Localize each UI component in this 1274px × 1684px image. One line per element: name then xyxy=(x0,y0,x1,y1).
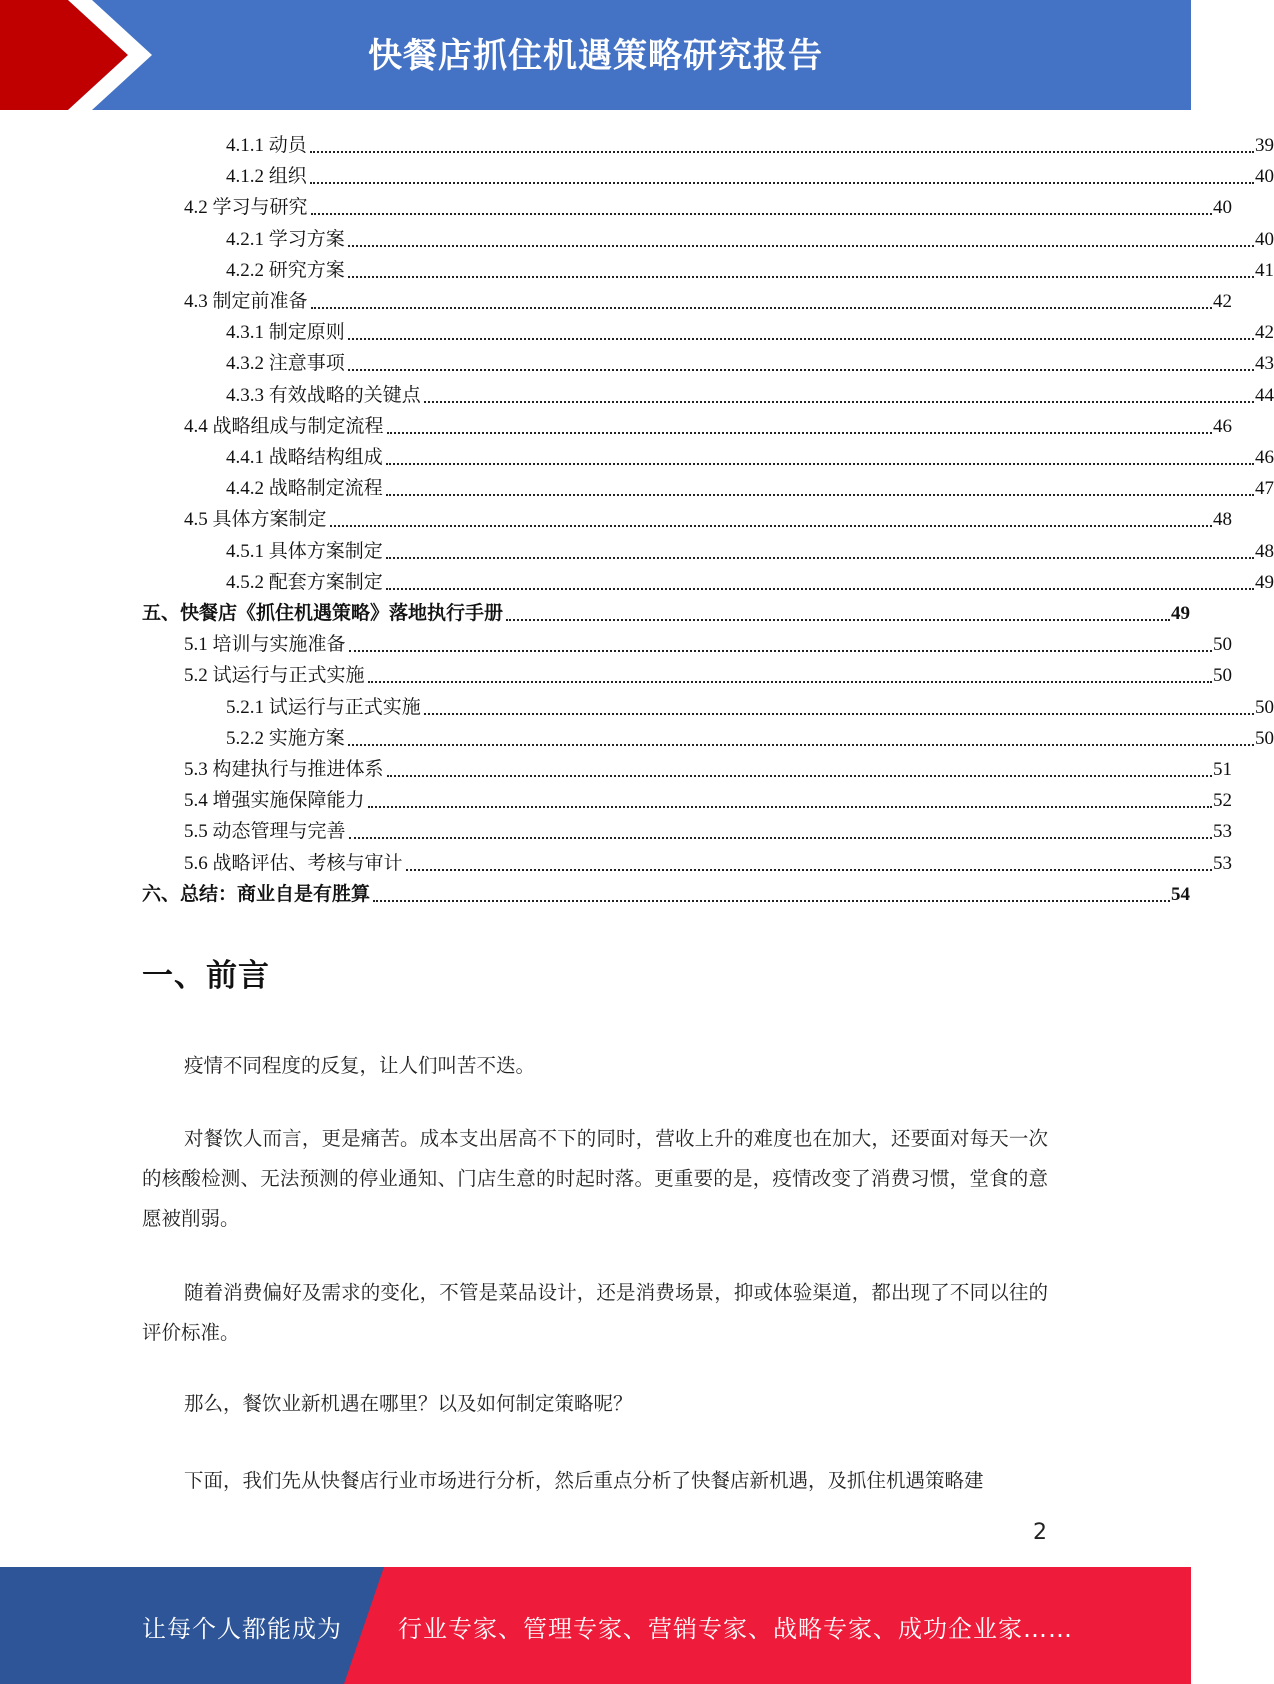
toc-entry-page: 48 xyxy=(1213,509,1232,531)
toc-entry-label: 4.3.3 有效战略的关键点 xyxy=(226,384,421,406)
toc-entry-label: 4.4.1 战略结构组成 xyxy=(226,447,383,468)
toc-entry[interactable] xyxy=(0,876,1190,907)
toc-entry-page: 52 xyxy=(1213,790,1232,812)
toc-entry-page: 46 xyxy=(1255,447,1274,468)
toc-dot-leader xyxy=(348,338,1254,340)
toc-entry-page: 42 xyxy=(1255,322,1274,344)
toc-entry[interactable] xyxy=(0,377,1274,408)
toc-entry-label: 5.2.1 试运行与正式实施 xyxy=(226,696,421,718)
toc-entry-page: 49 xyxy=(1255,571,1274,593)
toc-entry-label: 5.3 构建执行与推进体系 xyxy=(184,759,384,780)
toc-dot-leader xyxy=(311,307,1212,309)
toc-dot-leader xyxy=(349,837,1212,839)
toc-entry[interactable] xyxy=(0,751,1232,782)
toc-entry-label: 4.1.2 组织 xyxy=(226,166,307,188)
toc-dot-leader xyxy=(387,432,1212,434)
toc-dot-leader xyxy=(348,276,1254,278)
toc-entry-label: 5.1 培训与实施准备 xyxy=(184,634,346,656)
toc-entry-page: 43 xyxy=(1255,353,1274,375)
toc-dot-leader xyxy=(373,900,1170,902)
toc-entry-page: 40 xyxy=(1255,228,1274,250)
toc-entry[interactable] xyxy=(0,533,1274,564)
toc-entry-page: 46 xyxy=(1213,415,1232,437)
toc-entry-page: 41 xyxy=(1255,259,1274,281)
page-number: 2 xyxy=(1033,1520,1047,1545)
toc-dot-leader xyxy=(310,182,1254,184)
toc-entry-page: 39 xyxy=(1255,135,1274,156)
toc-entry-page: 44 xyxy=(1255,384,1274,406)
toc-dot-leader xyxy=(348,744,1254,746)
toc-entry-label: 4.2 学习与研究 xyxy=(184,197,308,219)
body-paragraph: 疫情不同程度的反复，让人们叫苦不迭。 xyxy=(184,1056,536,1077)
toc-entry[interactable] xyxy=(0,782,1232,813)
toc-entry[interactable] xyxy=(0,408,1232,439)
toc-entry[interactable] xyxy=(0,283,1232,314)
toc-dot-leader xyxy=(424,713,1254,715)
toc-entry[interactable] xyxy=(0,595,1190,626)
toc-entry-label: 五、快餐店《抓住机遇策略》落地执行手册 xyxy=(142,603,504,624)
toc-entry-page: 53 xyxy=(1213,852,1232,874)
toc-entry[interactable] xyxy=(0,470,1274,501)
toc-dot-leader xyxy=(386,557,1254,559)
toc-entry[interactable] xyxy=(0,813,1232,844)
toc-entry-label: 4.5 具体方案制定 xyxy=(184,509,327,531)
body-paragraph: 下面，我们先从快餐店行业市场进行分析，然后重点分析了快餐店新机遇，及抓住机遇策略建 xyxy=(184,1471,984,1492)
toc-entry-page: 50 xyxy=(1213,665,1232,687)
toc-entry-label: 4.2.2 研究方案 xyxy=(226,259,345,281)
toc-dot-leader xyxy=(349,650,1212,652)
toc-entry[interactable] xyxy=(0,720,1274,751)
toc-entry[interactable] xyxy=(0,314,1274,345)
body-paragraph: 那么，餐饮业新机遇在哪里？以及如何制定策略呢？ xyxy=(184,1394,633,1415)
toc-entry-label: 4.5.1 具体方案制定 xyxy=(226,540,383,562)
toc-entry-label: 5.6 战略评估、考核与审计 xyxy=(184,852,403,874)
toc-entry-page: 50 xyxy=(1255,727,1274,749)
toc-entry-page: 53 xyxy=(1213,821,1232,843)
footer-slogan-left: 让每个人都能成为 xyxy=(142,1615,342,1643)
toc-entry-page: 42 xyxy=(1213,291,1232,312)
toc-entry[interactable] xyxy=(0,127,1274,158)
toc-entry-label: 4.3.2 注意事项 xyxy=(226,353,345,375)
toc-entry-page: 54 xyxy=(1171,883,1190,905)
section-heading: 一、前言 xyxy=(142,958,270,994)
toc-entry-label: 4.3 制定前准备 xyxy=(184,291,308,312)
toc-entry-page: 40 xyxy=(1255,166,1274,188)
report-title: 快餐店抓住机遇策略研究报告 xyxy=(368,36,823,76)
toc-dot-leader xyxy=(424,401,1254,403)
toc-entry-page: 49 xyxy=(1171,603,1190,624)
page-footer xyxy=(0,1567,1191,1684)
toc-entry-label: 六、总结：商业自是有胜算 xyxy=(142,883,371,905)
toc-entry[interactable] xyxy=(0,564,1274,595)
toc-entry-label: 4.2.1 学习方案 xyxy=(226,228,345,250)
toc-entry[interactable] xyxy=(0,501,1232,532)
toc-dot-leader xyxy=(348,369,1254,371)
toc-dot-leader xyxy=(310,151,1254,153)
body-paragraph: 随着消费偏好及需求的变化，不管是菜品设计，还是消费场景，抑或体验渠道，都出现了不同以往的评价标准。 xyxy=(142,1283,1048,1344)
toc-entry[interactable] xyxy=(0,845,1232,876)
toc-dot-leader xyxy=(406,869,1212,871)
toc-entry-label: 5.2.2 实施方案 xyxy=(226,727,345,749)
toc-entry-page: 40 xyxy=(1213,197,1232,219)
toc-entry-label: 4.1.1 动员 xyxy=(226,135,307,156)
toc-entry-page: 50 xyxy=(1255,696,1274,718)
toc-entry[interactable] xyxy=(0,657,1232,688)
toc-entry[interactable] xyxy=(0,626,1232,657)
toc-dot-leader xyxy=(386,588,1254,590)
toc-entry[interactable] xyxy=(0,158,1274,189)
toc-entry[interactable] xyxy=(0,252,1274,283)
toc-dot-leader xyxy=(368,806,1212,808)
toc-entry-label: 4.3.1 制定原则 xyxy=(226,322,345,344)
toc-dot-leader xyxy=(386,494,1254,496)
toc-dot-leader xyxy=(348,245,1254,247)
toc-entry[interactable] xyxy=(0,345,1274,376)
page-header xyxy=(0,0,1191,110)
toc-dot-leader xyxy=(311,213,1212,215)
toc-dot-leader xyxy=(386,463,1254,465)
toc-entry-page: 51 xyxy=(1213,759,1232,780)
toc-entry-page: 50 xyxy=(1213,634,1232,656)
toc-entry-page: 47 xyxy=(1255,478,1274,500)
toc-dot-leader xyxy=(387,775,1212,777)
toc-entry-label: 4.5.2 配套方案制定 xyxy=(226,571,383,593)
toc-entry[interactable] xyxy=(0,221,1274,252)
toc-entry-label: 4.4 战略组成与制定流程 xyxy=(184,415,384,437)
toc-dot-leader xyxy=(506,619,1170,621)
toc-entry[interactable] xyxy=(0,439,1274,470)
toc-entry[interactable] xyxy=(0,689,1274,720)
footer-slogan-right: 行业专家、管理专家、营销专家、战略专家、成功企业家…… xyxy=(398,1615,1073,1643)
toc-entry-label: 5.2 试运行与正式实施 xyxy=(184,665,365,687)
toc-entry[interactable] xyxy=(0,189,1232,220)
toc-dot-leader xyxy=(368,681,1212,683)
toc-entry-label: 5.5 动态管理与完善 xyxy=(184,821,346,843)
toc-entry-page: 48 xyxy=(1255,540,1274,562)
body-paragraph: 对餐饮人而言，更是痛苦。成本支出居高不下的同时，营收上升的难度也在加大，还要面对每天一次的核酸检测、无法预测的停业通知、门店生意的时起时落。更重要的是，疫情改变了消费习惯，堂食的意愿被削弱。 xyxy=(142,1129,1048,1230)
toc-entry-label: 5.4 增强实施保障能力 xyxy=(184,790,365,812)
toc-entry-label: 4.4.2 战略制定流程 xyxy=(226,478,383,500)
toc-dot-leader xyxy=(330,525,1212,527)
